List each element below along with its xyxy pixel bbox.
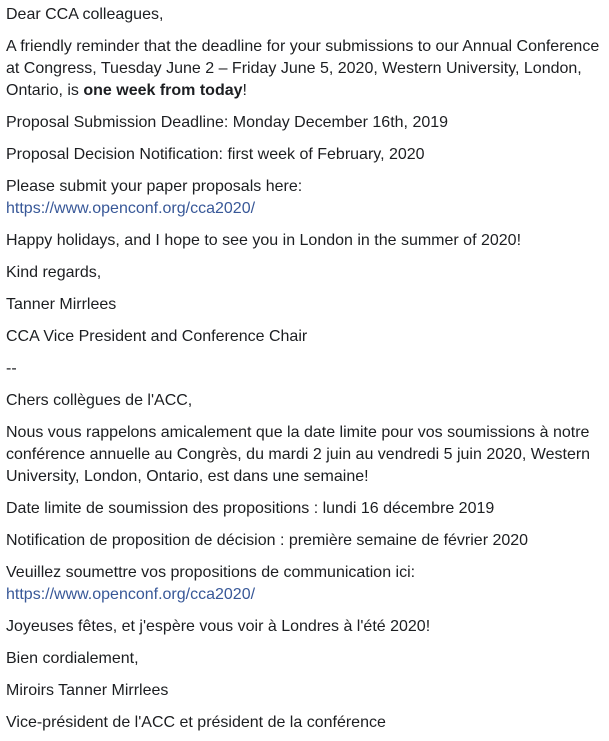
notification-en: Proposal Decision Notification: first week of February, 2020	[6, 146, 425, 163]
holidays-fr: Joyeuses fêtes, et j'espère vous voir à Londres à l'été 2020!	[6, 618, 431, 635]
closing-fr: Bien cordialement,	[6, 650, 139, 667]
submit-en-text: Please submit your paper proposals here:	[6, 178, 303, 195]
reminder-en-end: !	[242, 82, 247, 99]
reminder-en-text: A friendly reminder that the deadline for your submissions to our Annual Conference at Congress, Tuesday June 2 – Friday June 5, 2020, Western University, London, Ontario, is	[6, 38, 600, 99]
submission-link-fr[interactable]: https://www.openconf.org/cca2020/	[6, 586, 256, 603]
submit-fr	[6, 562, 603, 606]
language-separator: --	[6, 360, 17, 377]
submit-en	[6, 176, 603, 220]
reminder-fr: Nous vous rappelons amicalement que la date limite pour vos soumissions à notre conférence annuelle au Congrès, du mardi 2 juin au vendredi 5 juin 2020, Western University, London, Ontario, est dans une semaine!	[6, 424, 591, 485]
notification-fr: Notification de proposition de décision : première semaine de février 2020	[6, 532, 529, 549]
deadline-en: Proposal Submission Deadline: Monday December 16th, 2019	[6, 114, 449, 131]
signature-name-fr: Miroirs Tanner Mirrlees	[6, 682, 169, 699]
deadline-fr: Date limite de soumission des propositions : lundi 16 décembre 2019	[6, 500, 495, 517]
submit-fr-text: Veuillez soumettre vos propositions de communication ici:	[6, 564, 416, 581]
signature-title-en: CCA Vice President and Conference Chair	[6, 328, 308, 345]
reminder-en	[6, 36, 603, 102]
greeting-fr: Chers collègues de l'ACC,	[6, 392, 193, 409]
holidays-en: Happy holidays, and I hope to see you in London in the summer of 2020!	[6, 232, 522, 249]
reminder-en-emphasis: one week from today	[83, 82, 243, 99]
signature-title-fr: Vice-président de l'ACC et président de la conférence	[6, 714, 386, 731]
signature-name-en: Tanner Mirrlees	[6, 296, 117, 313]
closing-en: Kind regards,	[6, 264, 102, 281]
greeting-en: Dear CCA colleagues,	[6, 6, 164, 23]
submission-link-en[interactable]: https://www.openconf.org/cca2020/	[6, 200, 256, 217]
